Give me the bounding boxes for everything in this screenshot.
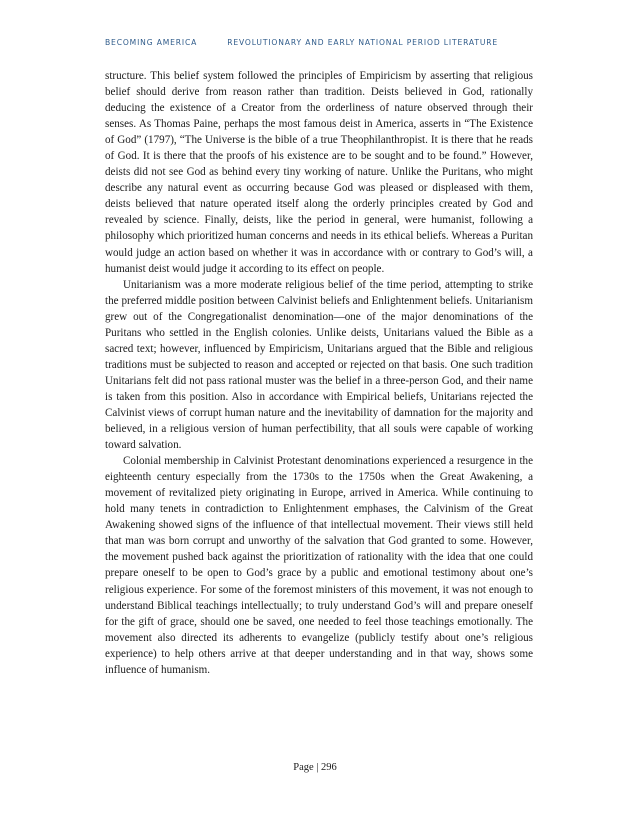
paragraph-unitarianism: Unitarianism was a more moderate religious belief of the time period, attempting to strike the preferred middle position between Calvinist beliefs and Enlightenment beliefs. Unitarianism grew out of the Congregationalist denomination—one of the major denominations of the Puritans who settled in the English colonies. Unlike deists, Unitarians valued the Bible as a sacred text; however, influenced by Empiricism, Unitarians argued that the Bible and religious traditions must be subjected to reason and accepted or rejected on that basis. One such tradition Unitarians felt did not pass rational muster was the belief in a three-person God, and their name is taken from this position. Also in accordance with Empirical beliefs, Unitarians rejected the Calvinist views of corrupt human nature and the inevitability of damnation for the majority and believed, in a religious version of human perfectibility, that all souls were capable of working toward salvation. xyxy=(105,278,533,452)
paragraph-great-awakening: Colonial membership in Calvinist Protestant denominations experienced a resurgence in the eighteenth century especially from the 1730s to the 1750s when the Great Awakening, a movement of revitalized piety originating in Europe, arrived in America. While continuing to hold many tenets in contradiction to Enlightenment emphases, the Calvinism of the Great Awakening showed signs of the influence of that intellectual movement. Their views still held that man was born corrupt and unworthy of the salvation that God granted to some. However, the movement pushed back against the prioritization of rationality with the idea that one could prepare oneself to be open to God’s grace by a public and emotional testimony about one’s religious experience. For some of the foremost ministers of this movement, it was not enough to understand Biblical teachings intellectually; to truly understand God’s will and prepare oneself for the gift of grace, should one be saved, one needed to feel those teachings emotionally. The movement also directed its adherents to evangelize (publicly testify about one’s religious experience) to help others arrive at that deeper understanding and in that way, shows some influence of humanism. xyxy=(105,455,533,676)
paragraph-deism: structure. This belief system followed the principles of Empiricism by asserting that religious belief should derive from reason rather than tradition. Deists believed in God, rationally deducing the existence of a Creator from the orderliness of nature observed through their senses. As Thomas Paine, perhaps the most famous deist in America, asserts in “The Existence of God” (1797), “The Universe is the bible of a true Theophilanthropist. It is there that he reads of God. It is there that the proofs of his existence are to be sought and to be found.” However, deists did not see God as behind every tiny working of nature. Unlike the Puritans, who might describe any natural event as occurring because God was pleased or displeased with them, deists believed that nature operated itself along the orderly principles created by God and revealed by science. Finally, deists, like the period in general, were humanist, following a philosophy which prioritized human concerns and needs in its ethical beliefs. Whereas a Puritan would judge an action based on whether it was in accordance with or contrary to God’s will, a humanist deist would judge it according to its effect on people. xyxy=(105,70,533,275)
body-text xyxy=(105,68,533,678)
section-title: REVOLUTIONARY AND EARLY NATIONAL PERIOD LITERATURE xyxy=(227,38,499,47)
book-title: BECOMING AMERICA xyxy=(105,38,198,47)
page-number: Page | 296 xyxy=(293,762,337,773)
running-header xyxy=(105,38,534,47)
